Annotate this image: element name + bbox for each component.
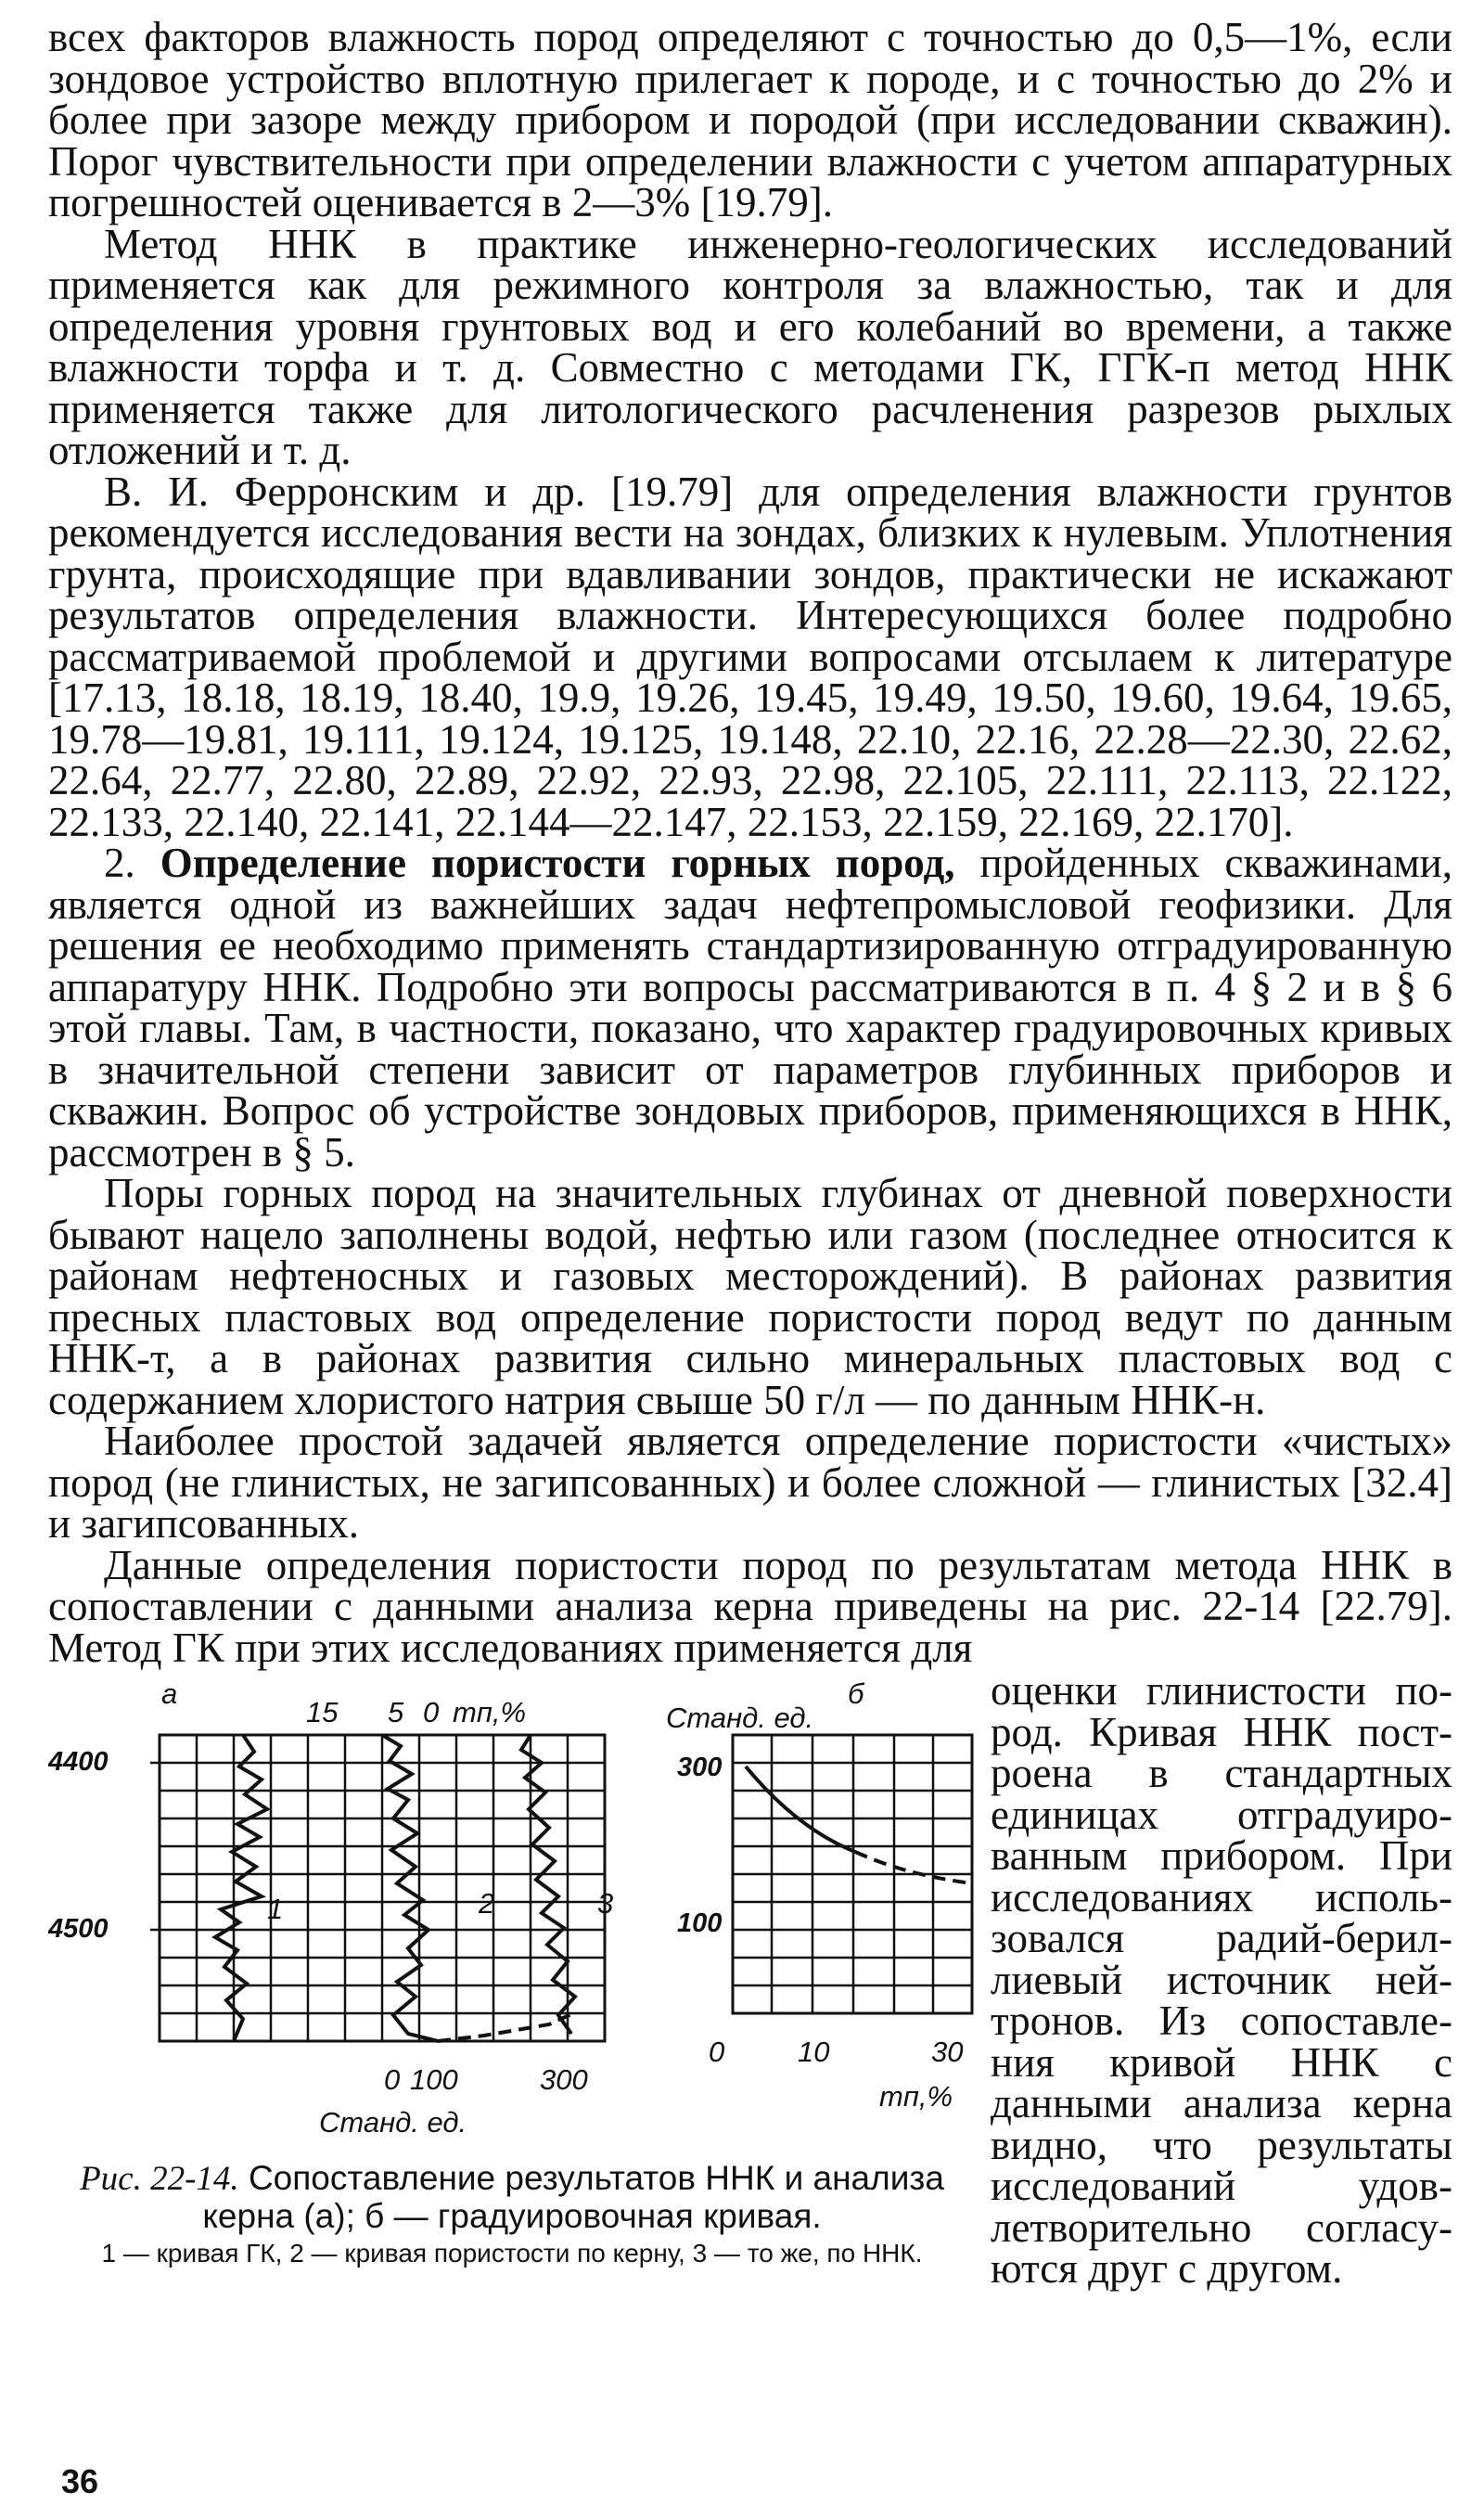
panel-a-grid (150, 1735, 605, 2041)
figure-legend: 1 — кривая ГК, 2 — кривая пористости по керну, 3 — то же, по ННК. (101, 2239, 923, 2267)
page-number: 36 (61, 2462, 99, 2500)
panel-b-label: б (848, 1677, 864, 1710)
calibration-curve-dashed (855, 1852, 972, 1883)
bottom-tick-100: 100 (410, 2063, 458, 2096)
paragraph-4-heading: Определение пористости горных пород, (160, 840, 955, 886)
paragraph-6: Наиболее простой задачей является определение пористости «чистых» пород (не глинистых, не загипсованных) и более сложной — глинистых [32.4] и загипсованных. (48, 1418, 1452, 1547)
curve-3-label: 3 (597, 1887, 614, 1920)
curve-porosity-core (382, 1735, 438, 2041)
top-tick-15: 15 (306, 1696, 339, 1728)
depth-4400: 4400 (48, 1747, 109, 1777)
figure-caption (48, 2160, 976, 2235)
b-x-unit: mп,% (879, 2080, 953, 2113)
curve-dashed-link (438, 2013, 573, 2041)
paragraph-4 (48, 842, 1452, 1173)
calibration-curve (746, 1766, 855, 1852)
figure-svg (48, 1670, 976, 2152)
figure-22-14 (48, 1670, 976, 2357)
b-x-10: 10 (798, 2036, 830, 2068)
b-y-unit: Станд. ед. (666, 1702, 814, 1734)
b-x-0: 0 (709, 2036, 725, 2068)
b-y-300: 300 (677, 1753, 723, 1782)
top-unit: mп,% (453, 1696, 527, 1728)
paragraph-4-number: 2. (104, 840, 135, 886)
top-tick-0: 0 (423, 1696, 440, 1728)
curve-gk (215, 1735, 267, 2041)
depth-4500: 4500 (48, 1914, 109, 1944)
paragraph-7: Данные определения пористости пород по результатам метода ННК в сопоставлении с данными анализа керна приведены на рис. 22-14 [22.79]. Метод ГК при этих исследованиях применяется для (48, 1541, 1452, 1671)
curve-1-label: 1 (267, 1893, 284, 1925)
panel-a-label: а (161, 1677, 178, 1710)
panel-b-grid (733, 1735, 972, 2013)
caption-text: Сопоставление результатов ННК и анализа керна (а); б — градуировочная кривая. (202, 2159, 944, 2235)
paragraph-2: Метод ННК в практике инженерно-геологических исследований применяется как для режимного контроля за влажностью, так и для определения уровня грунтовых вод и его колебаний во времени, а также влажности торфа и т. д. Совместно с методами ГК, ГГК-п метод ННК применяется также для литологического расчленения разрезов рыхлых отложений и т. д. (48, 220, 1452, 473)
curve-2-label: 2 (479, 1887, 495, 1920)
paragraph-1: всех факторов влажность пород определяют с точностью до 0,5—1%, если зондовое устройство вплотную прилегает к породе, и с точностью до 2% и более при зазоре между прибором и породой (при исследовании скважин). Порог чувствительности при определении влажности с учетом аппаратурных погрешностей оценивается в 2—3% [19.79]. (48, 14, 1452, 225)
caption-prefix: Рис. 22-14. (80, 2160, 239, 2198)
paragraph-5: Поры горных пород на значительных глубинах от дневной поверхности бывают нацело заполнены водой, нефтью или газом (последнее относится к районам нефтеносных и газовых месторождений). В районах развития пресных пластовых вод определение пористости пород ведут по данным ННК-т, а в районах развития сильно минеральных пластовых вод с содержанием хлористого натрия свыше 50 г/л — по данным ННК-н. (48, 1170, 1452, 1423)
bottom-tick-300: 300 (540, 2063, 588, 2096)
top-tick-5: 5 (388, 1696, 404, 1728)
side-paragraph: оценки глинистости пород. Кривая ННК построена в стандартных единицах отградуированным прибором. При исследованиях использовался радий-бериллиевый источник нейтронов. Из сопоставления кривой ННК с данными анализа керна видно, что результаты исследований удовлетворительно согласуются друг с другом. (991, 1667, 1452, 2292)
b-x-30: 30 (931, 2036, 964, 2068)
b-y-100: 100 (677, 1908, 723, 1938)
bottom-tick-0: 0 (384, 2063, 401, 2096)
bottom-unit: Станд. ед. (319, 2106, 467, 2139)
paragraph-4-text: пройденных скважинами, является одной из важнейших задач нефтепромысловой геофизики. Для решения ее необходимо применять стандартизированную отградуированную аппаратуру ННК. Подробно эти вопросы рассматриваются в п. 4 § 2 и в § 6 этой главы. Там, в частности, показано, что характер градуировочных кривых в значительной степени зависит от параметров глубинных приборов и скважин. Вопрос об устройстве зондовых приборов, применяющихся в ННК, рассмотрен в § 5. (48, 840, 1453, 1175)
figure-block (48, 1667, 1452, 2357)
paragraph-3: В. И. Ферронским и др. [19.79] для определения влажности грунтов рекомендуется исследования вести на зондах, близких к нулевым. Уплотнения грунта, происходящие при вдавливании зондов, практически не искажают результатов определения влажности. Интересующихся более подробно рассматриваемой проблемой и другими вопросами отсылаем к литературе [17.13, 18.18, 18.19, 18.40, 19.9, 19.26, 19.45, 19.49, 19.50, 19.60, 19.64, 19.65, 19.78—19.81, 19.111, 19.124, 19.125, 19.148, 22.10, 22.16, 22.28—22.30, 22.62, 22.64, 22.77, 22.80, 22.89, 22.92, 22.93, 22.98, 22.105, 22.111, 22.113, 22.122, 22.133, 22.140, 22.141, 22.144—22.147, 22.153, 22.159, 22.169, 22.170]. (48, 468, 1452, 845)
page (48, 14, 1453, 2357)
